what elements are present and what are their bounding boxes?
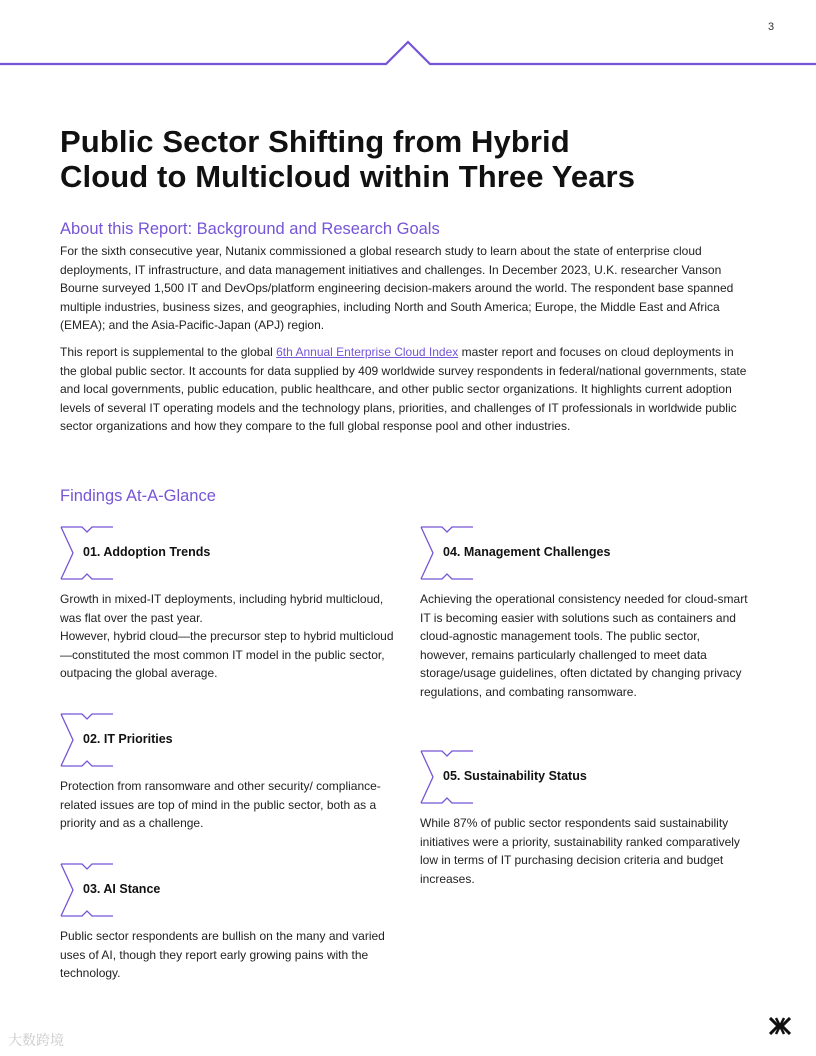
finding-description: Protection from ransomware and other security/ compliance-related issues are top of mind in the public sector, both as a priority and as a challenge.: [60, 779, 381, 831]
finding-description: While 87% of public sector respondents said sustainability initiatives were a priority, sustainability ranked comparatively low in terms of IT purchasing decision criteria and budget increases.: [420, 816, 740, 886]
about-paragraph-2: [60, 343, 750, 436]
finding-title: 04. Management Challenges: [443, 545, 611, 559]
nutanix-logo-icon: [769, 1017, 791, 1035]
finding-title: 02. IT Priorities: [83, 732, 173, 746]
finding-description: Public sector respondents are bullish on the many and varied uses of AI, though they report early growing pains with the technology.: [60, 929, 385, 981]
enterprise-cloud-index-link[interactable]: 6th Annual Enterprise Cloud Index: [276, 345, 459, 359]
about-paragraph-2-after: master report and focuses on cloud deployments in the global public sector. It accounts for data supplied by 409 worldwide survey respondents in federal/national governments, state and local governments, public education, public healthcare, and other public sector organizations. It highlights current adoption levels of several IT operating models and the technology plans, priorities, and challenges of IT professionals in worldwide public sector organizations and how they compare to the full global response pool and other industries.: [60, 345, 747, 434]
about-heading: About this Report: Background and Research Goals: [60, 220, 440, 238]
finding-title: 01. Addoption Trends: [83, 545, 211, 559]
page-title-line-2: Cloud to Multicloud within Three Years: [60, 159, 636, 194]
about-paragraph-2-before: This report is supplemental to the global: [60, 345, 277, 359]
header-divider-line: [0, 36, 816, 70]
finding-title: 03. AI Stance: [83, 882, 161, 896]
page-number: 3: [768, 21, 775, 33]
findings-heading: Findings At-A-Glance: [60, 487, 216, 505]
finding-title: 05. Sustainability Status: [443, 769, 587, 783]
page-title: [60, 124, 760, 194]
watermark: 大数跨境: [8, 1032, 64, 1048]
finding-description: Achieving the operational consistency needed for cloud-smart IT is becoming easier with solutions such as containers and cloud-agnostic management tools. The public sector, however, remains particularly challenged to meet data storage/usage guidelines, often dictated by changing privacy regulations, and combating ransomware.: [420, 592, 748, 699]
finding-description: Growth in mixed-IT deployments, including hybrid multicloud, was flat over the past year. However, hybrid cloud—the precursor step to hybrid multicloud—constituted the most common IT model in the public sector, outpacing the global average.: [60, 592, 394, 681]
about-paragraph-1: For the sixth consecutive year, Nutanix commissioned a global research study to learn about the state of enterprise cloud deployments, IT infrastructure, and data management initiatives and challenges. In December 2023, U.K. researcher Vanson Bourne surveyed 1,500 IT and DevOps/platform engineering decision-makers around the world. The respondent base spanned multiple industries, business sizes, and geographies, including North and South America; Europe, the Middle East and Africa (EMEA); and the Asia-Pacific-Japan (APJ) region.: [60, 244, 734, 333]
page-title-line-1: Public Sector Shifting from Hybrid: [60, 124, 570, 159]
